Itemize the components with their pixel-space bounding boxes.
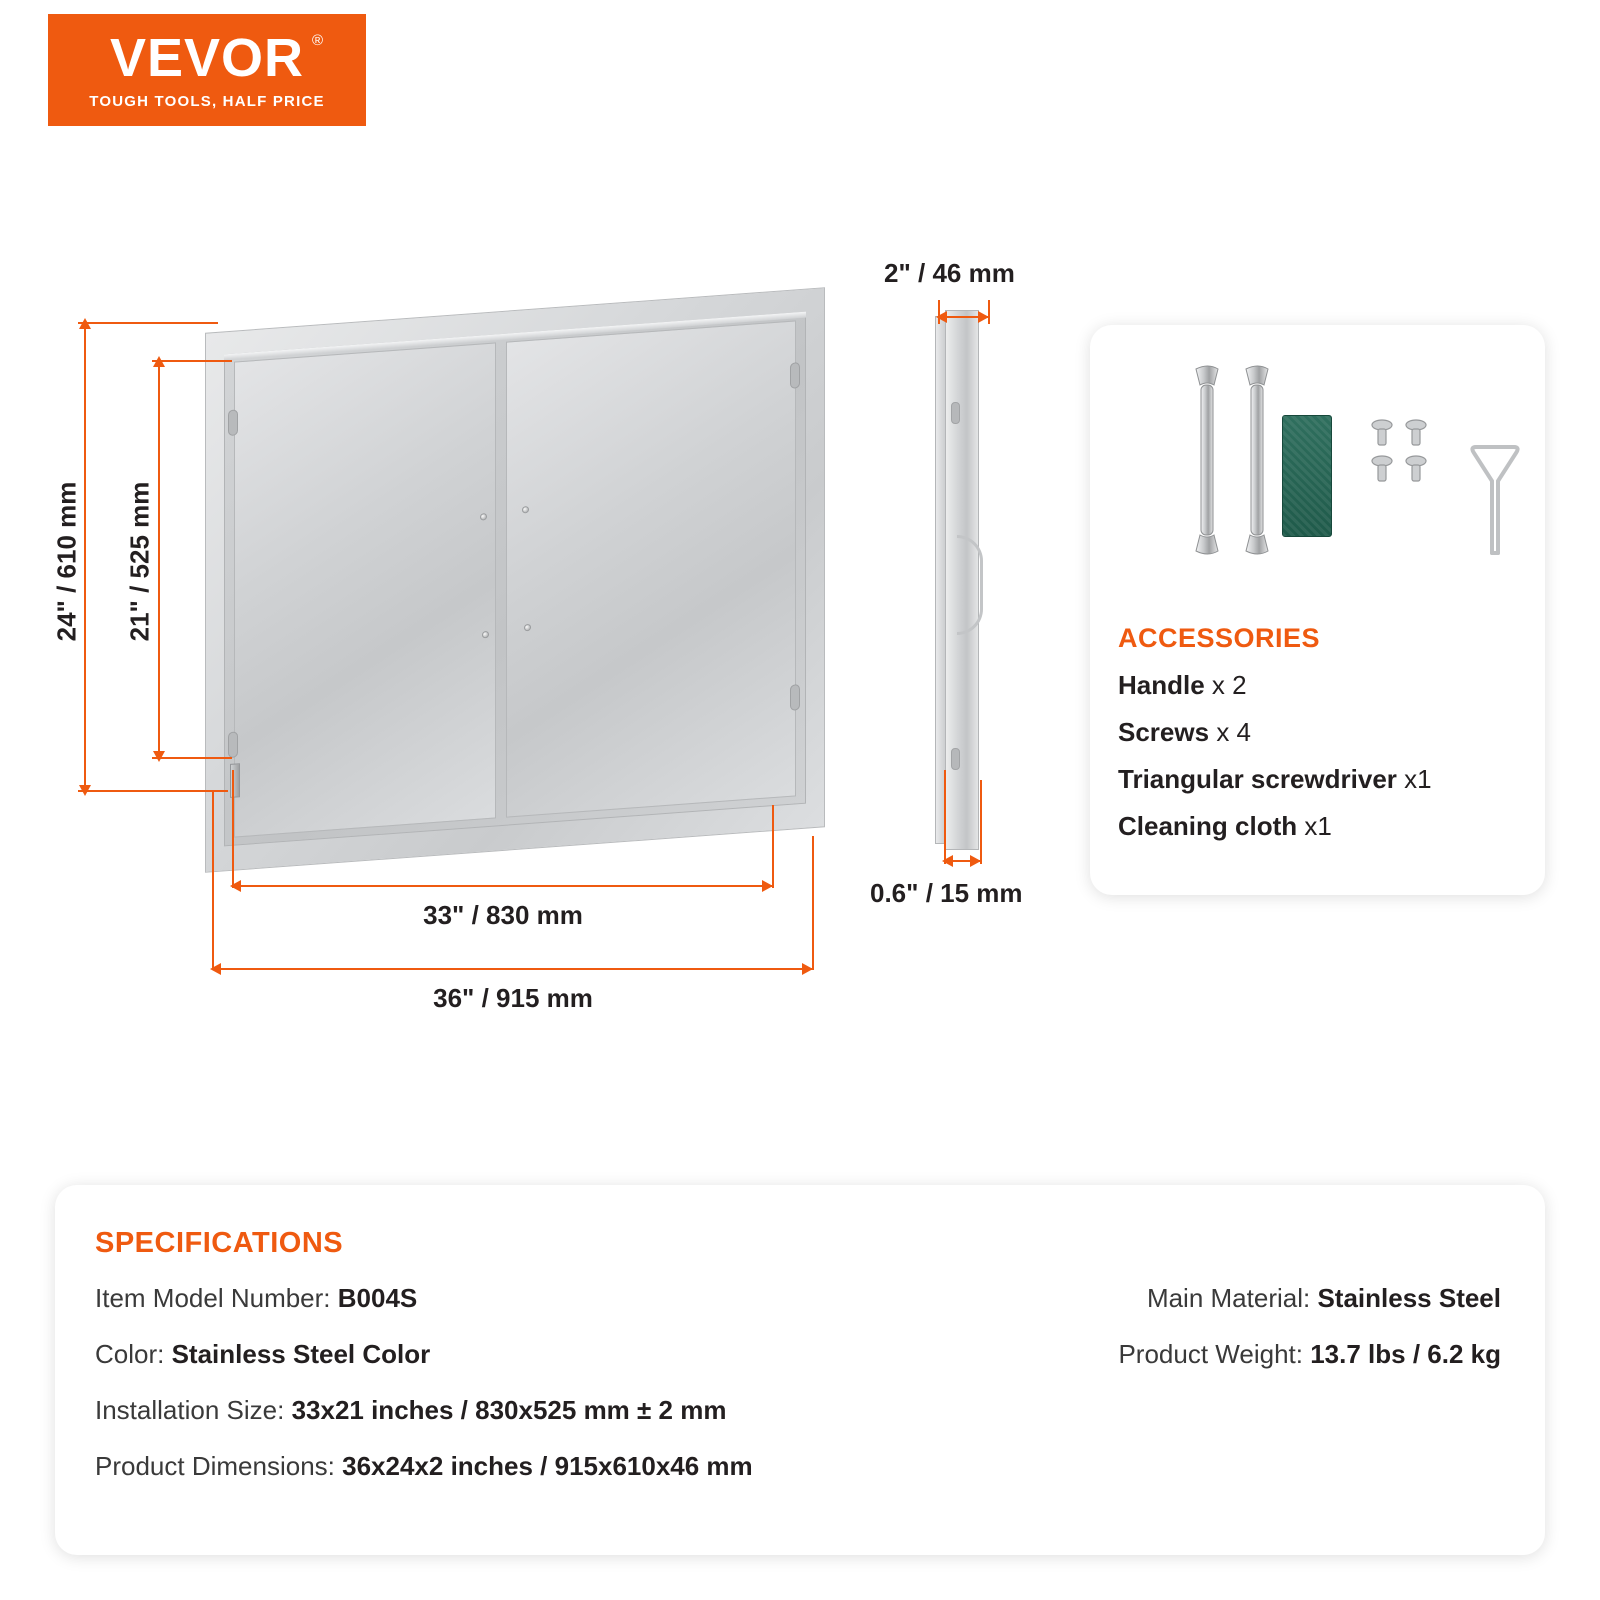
accessory-qty: x1 — [1404, 764, 1432, 794]
accessory-item — [1118, 764, 1518, 795]
door-panel-left — [234, 342, 496, 837]
side-mounting-slot — [951, 402, 960, 424]
dim-tick — [78, 790, 228, 792]
brand-name — [109, 27, 325, 88]
dim-tick — [988, 300, 990, 324]
dim-tick — [78, 322, 218, 324]
accessory-qty: x1 — [1304, 811, 1332, 841]
accessory-qty: x 2 — [1211, 670, 1247, 700]
registered-mark: ® — [311, 31, 325, 49]
cleaning-cloth-icon — [1282, 415, 1332, 537]
door-panel-right — [506, 320, 796, 817]
label-height-inner: 21" / 525 mm — [124, 481, 155, 642]
accessories-title: ACCESSORIES — [1118, 623, 1321, 653]
dim-tick — [772, 805, 774, 888]
door-outer-frame — [205, 287, 825, 873]
dim-tick — [152, 360, 232, 362]
spec-row — [1118, 1283, 1501, 1314]
spec-label: Color: — [95, 1339, 165, 1369]
screws-icon — [1366, 415, 1446, 495]
mounting-slot — [790, 362, 800, 389]
spec-row — [95, 1395, 753, 1426]
brand-tagline: TOUGH TOOLS, HALF PRICE — [89, 92, 325, 110]
mounting-slot — [228, 409, 238, 436]
spec-label: Main Material: — [1146, 1283, 1311, 1313]
specifications-right-column — [1118, 1283, 1501, 1395]
mounting-slot — [790, 684, 800, 711]
triangular-screwdriver-icon — [1462, 441, 1528, 561]
accessory-item — [1118, 811, 1518, 842]
dim-line-height-outer — [84, 322, 86, 792]
label-width-inner: 33" / 830 mm — [423, 900, 583, 930]
side-mounting-slot — [951, 748, 960, 770]
accessory-name: Triangular screwdriver — [1118, 764, 1397, 794]
brand-logo — [48, 14, 366, 126]
spec-value: B004S — [337, 1283, 418, 1313]
dim-tick — [212, 790, 214, 970]
handle-icon — [1182, 359, 1282, 574]
label-depth-lip: 0.6" / 15 mm — [870, 878, 1023, 908]
dim-tick — [980, 780, 982, 864]
spec-value: Stainless Steel — [1317, 1283, 1501, 1313]
dim-tick — [944, 770, 946, 864]
accessory-item — [1118, 670, 1518, 701]
accessory-name: Cleaning cloth — [1118, 811, 1298, 841]
product-front-view — [205, 310, 830, 855]
spec-label: Product Dimensions: — [95, 1451, 335, 1481]
side-handle-profile — [957, 535, 983, 635]
spec-label: Product Weight: — [1118, 1339, 1303, 1369]
dim-line-width-inner — [234, 885, 772, 887]
dim-line-width-outer — [214, 968, 812, 970]
accessory-name: Handle — [1118, 670, 1205, 700]
accessories-illustration — [1090, 353, 1545, 583]
accessory-name: Screws — [1118, 717, 1210, 747]
accessory-item — [1118, 717, 1518, 748]
spec-row — [95, 1283, 753, 1314]
spec-row — [95, 1339, 753, 1370]
accessory-qty: x 4 — [1216, 717, 1251, 747]
specifications-title: SPECIFICATIONS — [95, 1227, 344, 1259]
spec-value: Stainless Steel Color — [171, 1339, 431, 1369]
mounting-slot — [228, 731, 238, 758]
label-width-outer: 36" / 915 mm — [433, 983, 593, 1013]
dim-tick — [812, 836, 814, 970]
spec-label: Item Model Number: — [95, 1283, 331, 1313]
label-depth-total: 2" / 46 mm — [884, 258, 1015, 288]
brand-name-text: VEVOR — [109, 27, 305, 88]
accessories-list — [1118, 670, 1518, 858]
spec-value: 13.7 lbs / 6.2 kg — [1310, 1339, 1501, 1369]
specifications-left-column — [95, 1283, 753, 1507]
spec-value: 36x24x2 inches / 915x610x46 mm — [342, 1451, 753, 1481]
dim-line-height-inner — [158, 360, 160, 758]
label-height-outer: 24" / 610 mm — [51, 481, 82, 642]
spec-row — [95, 1451, 753, 1482]
dim-tick — [152, 757, 232, 759]
accessories-card — [1090, 325, 1545, 895]
dim-tick — [938, 300, 940, 324]
spec-label: Installation Size: — [95, 1395, 285, 1425]
specifications-card — [55, 1185, 1545, 1555]
spec-row — [1118, 1339, 1501, 1370]
spec-value: 33x21 inches / 830x525 mm ± 2 mm — [291, 1395, 727, 1425]
dim-tick — [232, 770, 234, 888]
